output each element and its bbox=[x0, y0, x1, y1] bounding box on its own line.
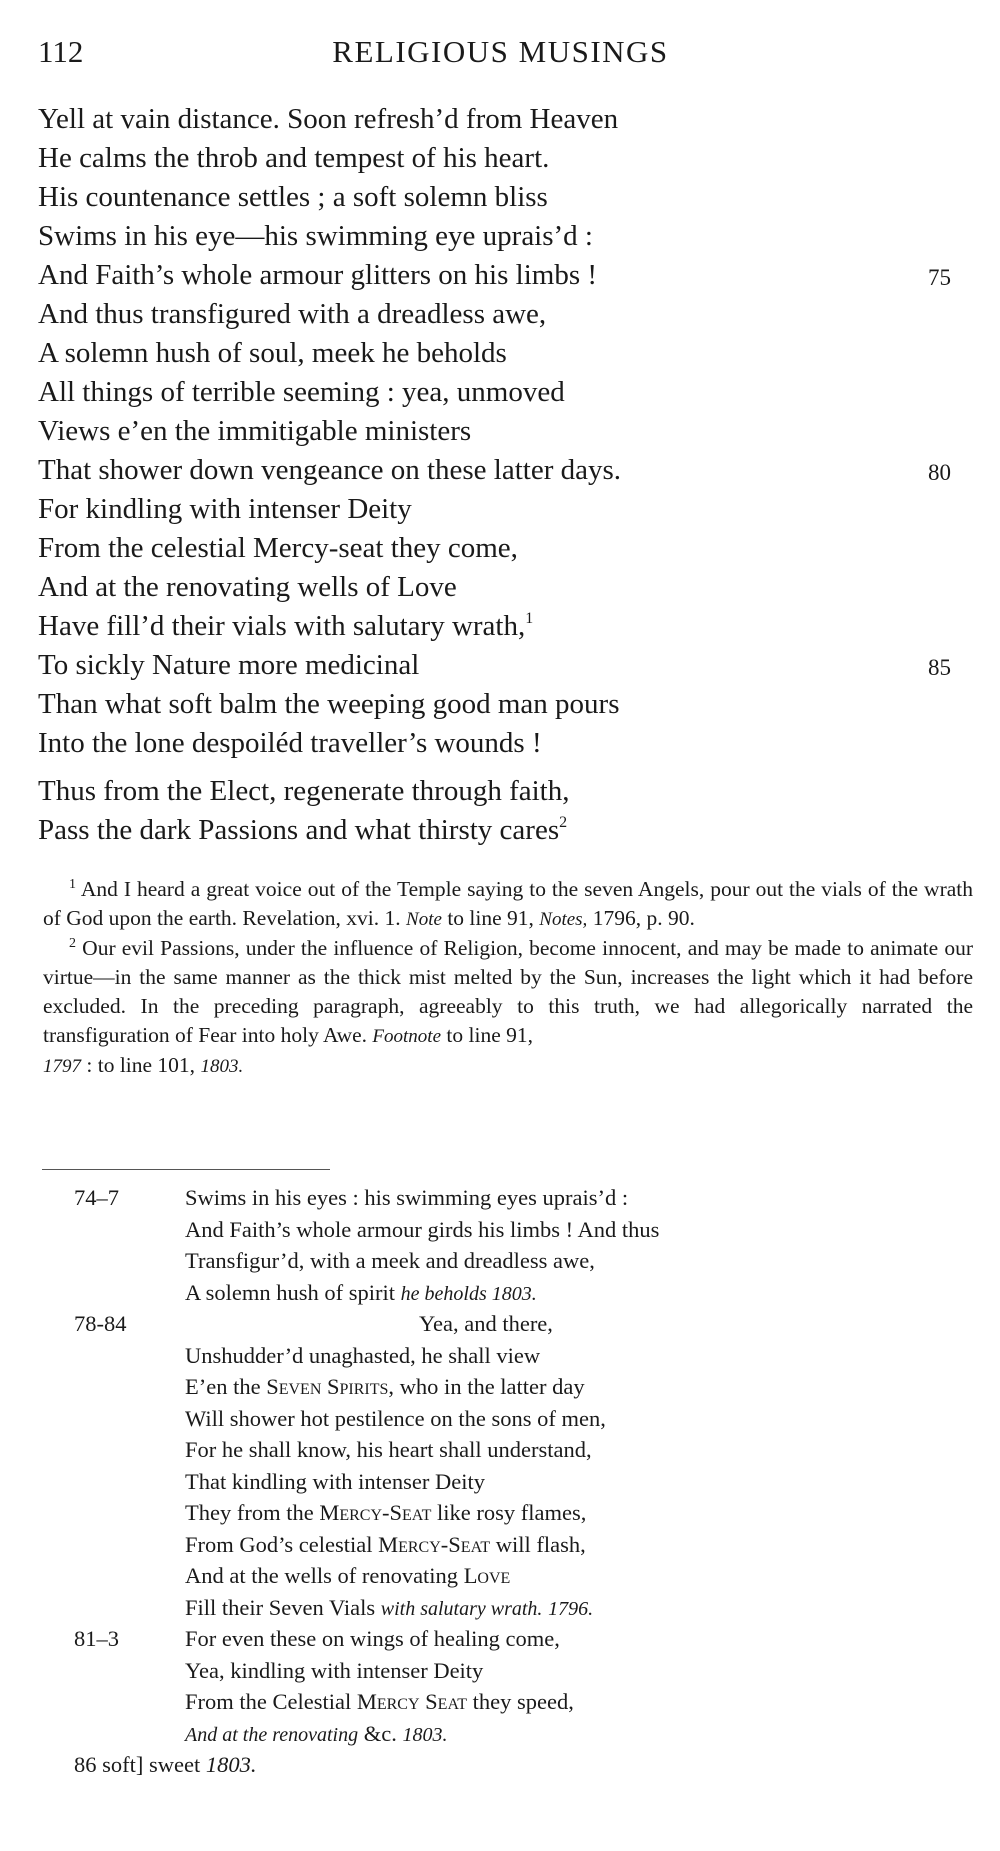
variant-line: From the Celestial Mercy Seat they speed, bbox=[185, 1689, 574, 1714]
footnote-1: $^1$ And I heard a great voice out of the Temple saying to the seven Angels, pour out the vials of the wrath of God upon the earth. Revelation, xvi. 1. Note to line 91, Notes, 1796, p. 90. bbox=[43, 877, 973, 930]
variant-ref: 81–3 bbox=[74, 1626, 119, 1651]
poem-line: And thus transfigured with a dreadless awe, bbox=[38, 298, 547, 330]
poem-line: His countenance settles ; a soft solemn bliss bbox=[38, 181, 548, 213]
variant-line: 74–7 Swims in his eyes : his swimming eyes uprais’d : bbox=[42, 1182, 972, 1214]
page-number: 112 bbox=[38, 34, 84, 69]
variant-line: For he shall know, his heart shall understand, bbox=[185, 1437, 592, 1462]
variant-line: And at the wells of renovating Love bbox=[185, 1563, 511, 1588]
variant-line: A solemn hush of spirit he beholds 1803. bbox=[185, 1279, 537, 1305]
variant-line: From God’s celestial Mercy-Seat will flash, bbox=[185, 1531, 586, 1557]
poem-line: Into the lone despoiléd traveller’s wounds ! bbox=[38, 727, 542, 759]
stanza-break bbox=[38, 763, 963, 772]
poem-line: Pass the dark Passions and what thirsty cares$^2$ bbox=[38, 814, 568, 846]
variant-line: That kindling with intenser Deity bbox=[185, 1468, 485, 1494]
poem-line: Yell at vain distance. Soon refresh’d from Heaven bbox=[38, 103, 619, 135]
variant-line: 78-84 Yea, and there, bbox=[42, 1308, 972, 1340]
variant-line: 86 soft] sweet 1803. bbox=[74, 1752, 257, 1777]
variant-line: Fill their Seven Vials with salutary wrath. 1796. bbox=[185, 1594, 594, 1620]
poem-line: All things of terrible seeming : yea, unmoved bbox=[38, 376, 565, 408]
poem-line: Than what soft balm the weeping good man pours bbox=[38, 688, 620, 720]
poem-text bbox=[38, 100, 963, 850]
poem-line: And at the renovating wells of Love bbox=[38, 571, 457, 603]
variant-ref: 78-84 bbox=[74, 1311, 127, 1336]
poem-line: To sickly Nature more medicinal 85 bbox=[38, 646, 963, 685]
poem-line: He calms the throb and tempest of his heart. bbox=[38, 142, 550, 174]
line-number: 80 bbox=[928, 460, 951, 485]
poem-line: That shower down vengeance on these latter days. 80 bbox=[38, 451, 963, 490]
divider-rule bbox=[42, 1169, 330, 1170]
page-header bbox=[38, 34, 963, 74]
variant-line: Transfigur’d, with a meek and dreadless awe, bbox=[185, 1248, 595, 1273]
variant-line: Will shower hot pestilence on the sons of men, bbox=[185, 1405, 606, 1431]
footnote-2: $^2$ Our evil Passions, under the influence of Religion, become innocent, and may be made to animate our virtue—in the same manner as the thick mist melted by the Sun, increases the light which it had before excluded. In the preceding paragraph, agreeably to this truth, we had allegorically narrated the transfiguration of Fear into holy Awe. Footnote to line 91, 1797 : to line 101, 1803. bbox=[43, 936, 973, 1077]
poem-line: From the celestial Mercy-seat they come, bbox=[38, 532, 518, 564]
poem-line: A solemn hush of soul, meek he beholds bbox=[38, 337, 507, 369]
footnote-marker: 1 bbox=[525, 610, 534, 627]
line-number: 85 bbox=[928, 655, 951, 680]
variant-line: Unshudder’d unaghasted, he shall view bbox=[185, 1342, 541, 1368]
variant-line: And at the renovating &c. 1803. bbox=[185, 1720, 448, 1746]
poem-line: Thus from the Elect, regenerate through faith, bbox=[38, 775, 570, 807]
variant-line: Yea, kindling with intenser Deity bbox=[185, 1657, 484, 1683]
footnote-marker: 2 bbox=[559, 814, 568, 831]
line-number: 75 bbox=[928, 265, 951, 290]
variant-line: 81–3 For even these on wings of healing come, bbox=[42, 1623, 972, 1655]
variant-ref: 74–7 bbox=[74, 1185, 119, 1210]
variant-line: They from the Mercy-Seat like rosy flames, bbox=[185, 1500, 587, 1525]
variant-line: E’en the Seven Spirits, who in the latter day bbox=[185, 1374, 585, 1399]
running-title: RELIGIOUS MUSINGS bbox=[332, 34, 669, 69]
variant-line: And Faith’s whole armour girds his limbs ! And thus bbox=[185, 1216, 660, 1242]
poem-line: And Faith’s whole armour glitters on his limbs ! 75 bbox=[38, 256, 963, 295]
poem-line: Swims in his eye—his swimming eye uprais’d : bbox=[38, 220, 593, 252]
footnotes bbox=[43, 875, 973, 1081]
poem-line: For kindling with intenser Deity bbox=[38, 493, 412, 525]
poem-line: Have fill’d their vials with salutary wrath,$^1$ bbox=[38, 610, 534, 642]
poem-line: Views e’en the immitigable ministers bbox=[38, 415, 472, 447]
variant-readings bbox=[42, 1182, 972, 1781]
